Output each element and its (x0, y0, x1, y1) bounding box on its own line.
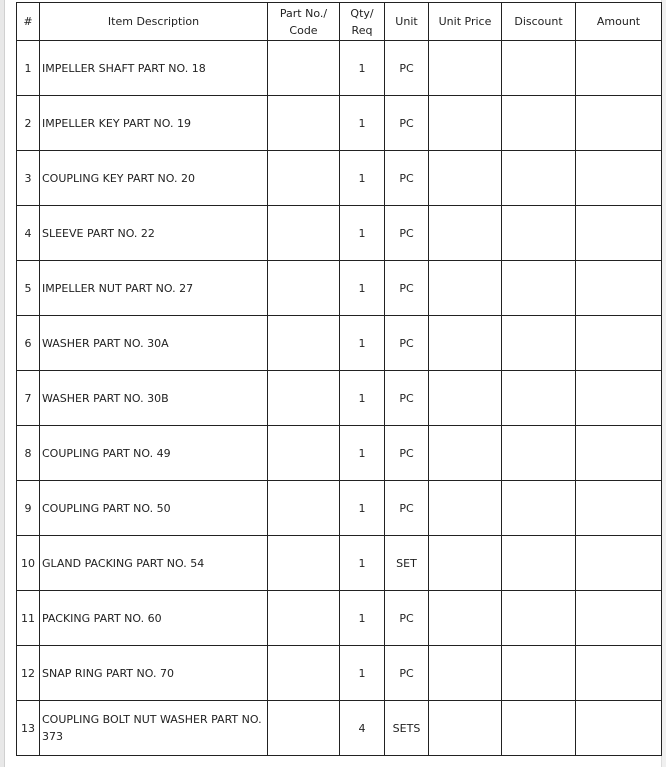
amount-cell[interactable] (576, 426, 662, 481)
unit-price-cell[interactable] (429, 96, 502, 151)
part-no-cell[interactable] (268, 701, 340, 756)
items-table (16, 2, 662, 756)
header-discount: Discount (502, 3, 576, 41)
discount-cell[interactable] (502, 41, 576, 96)
item-description-cell: SNAP RING PART NO. 70 (40, 646, 268, 701)
unit-cell: PC (385, 591, 429, 646)
discount-cell[interactable] (502, 316, 576, 371)
table-row (17, 701, 662, 756)
header-amount: Amount (576, 3, 662, 41)
unit-cell: SETS (385, 701, 429, 756)
qty-cell: 1 (340, 206, 385, 261)
table-row (17, 591, 662, 646)
row-index-cell: 9 (17, 481, 40, 536)
qty-cell: 1 (340, 261, 385, 316)
part-no-cell[interactable] (268, 206, 340, 261)
part-no-cell[interactable] (268, 316, 340, 371)
discount-cell[interactable] (502, 481, 576, 536)
item-description-cell: PACKING PART NO. 60 (40, 591, 268, 646)
unit-price-cell[interactable] (429, 371, 502, 426)
amount-cell[interactable] (576, 371, 662, 426)
amount-cell[interactable] (576, 701, 662, 756)
unit-cell: PC (385, 371, 429, 426)
header-unit: Unit (385, 3, 429, 41)
part-no-cell[interactable] (268, 41, 340, 96)
item-description-cell: COUPLING PART NO. 50 (40, 481, 268, 536)
row-index-cell: 5 (17, 261, 40, 316)
discount-cell[interactable] (502, 646, 576, 701)
unit-cell: PC (385, 261, 429, 316)
row-index-cell: 10 (17, 536, 40, 591)
qty-cell: 1 (340, 371, 385, 426)
part-no-cell[interactable] (268, 646, 340, 701)
unit-cell: PC (385, 646, 429, 701)
unit-cell: PC (385, 206, 429, 261)
qty-cell: 1 (340, 41, 385, 96)
unit-price-cell[interactable] (429, 41, 502, 96)
discount-cell[interactable] (502, 701, 576, 756)
discount-cell[interactable] (502, 371, 576, 426)
discount-cell[interactable] (502, 206, 576, 261)
qty-cell: 1 (340, 591, 385, 646)
amount-cell[interactable] (576, 316, 662, 371)
unit-price-cell[interactable] (429, 481, 502, 536)
table-row (17, 206, 662, 261)
row-index-cell: 4 (17, 206, 40, 261)
amount-cell[interactable] (576, 261, 662, 316)
header-item-description: Item Description (40, 3, 268, 41)
header-index: # (17, 3, 40, 41)
unit-price-cell[interactable] (429, 591, 502, 646)
unit-cell: SET (385, 536, 429, 591)
row-index-cell: 2 (17, 96, 40, 151)
header-qty-req: Qty/ Req (340, 3, 385, 41)
table-row (17, 96, 662, 151)
unit-price-cell[interactable] (429, 536, 502, 591)
row-index-cell: 12 (17, 646, 40, 701)
header-unit-price: Unit Price (429, 3, 502, 41)
unit-price-cell[interactable] (429, 206, 502, 261)
row-index-cell: 1 (17, 41, 40, 96)
unit-cell: PC (385, 151, 429, 206)
unit-cell: PC (385, 316, 429, 371)
table-row (17, 371, 662, 426)
qty-cell: 1 (340, 96, 385, 151)
amount-cell[interactable] (576, 646, 662, 701)
unit-cell: PC (385, 96, 429, 151)
qty-cell: 4 (340, 701, 385, 756)
discount-cell[interactable] (502, 151, 576, 206)
item-description-cell: GLAND PACKING PART NO. 54 (40, 536, 268, 591)
item-description-cell: COUPLING BOLT NUT WASHER PART NO. 373 (40, 701, 268, 756)
amount-cell[interactable] (576, 41, 662, 96)
discount-cell[interactable] (502, 591, 576, 646)
part-no-cell[interactable] (268, 536, 340, 591)
row-index-cell: 3 (17, 151, 40, 206)
item-description-cell: SLEEVE PART NO. 22 (40, 206, 268, 261)
unit-price-cell[interactable] (429, 701, 502, 756)
header-part-no-code: Part No./ Code (268, 3, 340, 41)
row-index-cell: 11 (17, 591, 40, 646)
left-scroll-edge (0, 0, 5, 767)
amount-cell[interactable] (576, 206, 662, 261)
item-description-cell: COUPLING PART NO. 49 (40, 426, 268, 481)
unit-price-cell[interactable] (429, 426, 502, 481)
qty-cell: 1 (340, 481, 385, 536)
qty-cell: 1 (340, 536, 385, 591)
amount-cell[interactable] (576, 96, 662, 151)
item-description-cell: COUPLING KEY PART NO. 20 (40, 151, 268, 206)
part-no-cell[interactable] (268, 481, 340, 536)
unit-cell: PC (385, 426, 429, 481)
item-description-cell: WASHER PART NO. 30B (40, 371, 268, 426)
qty-cell: 1 (340, 426, 385, 481)
amount-cell[interactable] (576, 151, 662, 206)
item-description-cell: IMPELLER NUT PART NO. 27 (40, 261, 268, 316)
discount-cell[interactable] (502, 96, 576, 151)
item-description-cell: WASHER PART NO. 30A (40, 316, 268, 371)
part-no-cell[interactable] (268, 371, 340, 426)
item-description-cell: IMPELLER SHAFT PART NO. 18 (40, 41, 268, 96)
discount-cell[interactable] (502, 426, 576, 481)
table-row (17, 151, 662, 206)
table-row (17, 481, 662, 536)
qty-cell: 1 (340, 316, 385, 371)
unit-price-cell[interactable] (429, 151, 502, 206)
unit-cell: PC (385, 481, 429, 536)
table-row (17, 316, 662, 371)
row-index-cell: 8 (17, 426, 40, 481)
row-index-cell: 7 (17, 371, 40, 426)
row-index-cell: 13 (17, 701, 40, 756)
table-header-row (17, 3, 662, 41)
unit-price-cell[interactable] (429, 316, 502, 371)
discount-cell[interactable] (502, 536, 576, 591)
table-row (17, 426, 662, 481)
discount-cell[interactable] (502, 261, 576, 316)
amount-cell[interactable] (576, 481, 662, 536)
amount-cell[interactable] (576, 536, 662, 591)
part-no-cell[interactable] (268, 426, 340, 481)
part-no-cell[interactable] (268, 261, 340, 316)
row-index-cell: 6 (17, 316, 40, 371)
unit-price-cell[interactable] (429, 646, 502, 701)
qty-cell: 1 (340, 151, 385, 206)
part-no-cell[interactable] (268, 591, 340, 646)
table-row (17, 261, 662, 316)
unit-price-cell[interactable] (429, 261, 502, 316)
item-description-cell: IMPELLER KEY PART NO. 19 (40, 96, 268, 151)
table-row (17, 41, 662, 96)
amount-cell[interactable] (576, 591, 662, 646)
qty-cell: 1 (340, 646, 385, 701)
part-no-cell[interactable] (268, 151, 340, 206)
table-row (17, 536, 662, 591)
table-row (17, 646, 662, 701)
part-no-cell[interactable] (268, 96, 340, 151)
unit-cell: PC (385, 41, 429, 96)
